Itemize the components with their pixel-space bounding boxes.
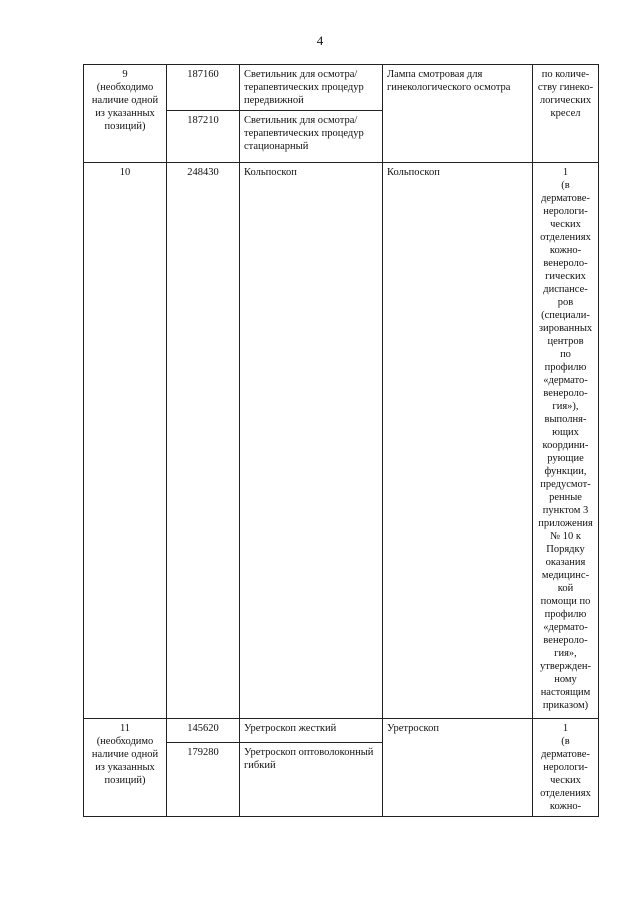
quantity-line: «дермато-: [543, 622, 588, 633]
page-number: 4: [316, 33, 324, 48]
code-cell: 179280: [167, 743, 240, 817]
quantity-line: кожно-: [549, 245, 582, 256]
quantity-line: нерологи-: [543, 762, 588, 773]
quantity-line: ческих: [550, 219, 581, 230]
quantity-line: дерматове-: [541, 749, 590, 760]
quantity-line: по: [560, 349, 571, 360]
quantity-line: ренные: [549, 492, 582, 503]
item-name-cell: Светильник для осмотра/терапевтических процедур стационарный: [240, 111, 383, 163]
quantity-line: профилю: [544, 362, 587, 373]
code-cell: 187210: [167, 111, 240, 163]
quantity-line: нерологи-: [543, 206, 588, 217]
item-name-cell: Уретроскоп оптоволоконный гибкий: [240, 743, 383, 817]
quantity-line: ров: [557, 297, 574, 308]
quantity-line: диспансе-: [543, 284, 588, 295]
code-cell: 145620: [167, 719, 240, 743]
quantity-line: предусмот-: [540, 479, 591, 490]
quantity-line: ющих: [552, 427, 579, 438]
quantity-line: 1: [562, 723, 569, 734]
table-row: [84, 163, 599, 719]
row-number-note: (необходимо наличие одной из указанных позиций): [91, 82, 159, 132]
quantity-line: оказания: [545, 557, 586, 568]
quantity-line: по количе-: [541, 69, 590, 80]
quantity-line: профилю: [544, 609, 587, 620]
equipment-table: [83, 64, 599, 817]
quantity-line: гических: [545, 271, 586, 282]
row-number: 11: [119, 723, 131, 734]
quantity-line: дерматове-: [541, 193, 590, 204]
quantity-line: ному: [554, 674, 577, 685]
quantity-line: пунктом 3: [542, 505, 589, 516]
quantity-line: № 10 к: [550, 531, 581, 542]
quantity-line: рующие: [547, 453, 584, 464]
quantity-line: приложения: [538, 518, 593, 529]
quantity-line: утвержден-: [539, 661, 592, 672]
item-name-cell: Светильник для осмотра/терапевтических процедур передвижной: [240, 65, 383, 111]
quantity-line: венероло-: [543, 388, 588, 399]
item-name-cell: Кольпоскоп: [240, 163, 383, 719]
quantity-line: (в: [561, 736, 570, 747]
quantity-line: отделениях: [540, 788, 591, 799]
quantity-line: отделениях: [540, 232, 591, 243]
equipment-cell: Кольпоскоп: [383, 163, 533, 719]
code-cell: 248430: [167, 163, 240, 719]
row-number-note: (необходимо наличие одной из указанных позиций): [91, 736, 159, 786]
quantity-line: кой: [557, 583, 574, 594]
quantity-line: центров: [547, 336, 584, 347]
quantity-line: Порядку: [546, 544, 585, 555]
quantity-line: кресел: [550, 108, 581, 119]
quantity-line: зированных: [538, 323, 593, 334]
quantity-line: приказом): [542, 700, 589, 711]
quantity-line: венероло-: [543, 258, 588, 269]
quantity-line: выполня-: [544, 414, 587, 425]
quantity-line: гия»,: [554, 648, 577, 659]
quantity-cell: [533, 163, 599, 719]
quantity-line: ческих: [550, 775, 581, 786]
row-number-cell: [84, 163, 167, 719]
table-row: [84, 719, 599, 743]
row-number-cell: [84, 65, 167, 163]
quantity-cell: [533, 719, 599, 817]
quantity-line: венероло-: [543, 635, 588, 646]
quantity-line: кожно-: [549, 801, 582, 812]
quantity-line: настоящим: [540, 687, 591, 698]
quantity-line: «дермато-: [543, 375, 588, 386]
quantity-line: гия»),: [552, 401, 579, 412]
table-row: [84, 65, 599, 111]
row-number: 10: [119, 167, 131, 178]
quantity-line: медицинс-: [541, 570, 590, 581]
row-number: 9: [122, 69, 128, 80]
quantity-line: (специали-: [541, 310, 590, 321]
quantity-line: (в: [561, 180, 570, 191]
quantity-line: ству гинеко-: [537, 82, 594, 93]
code-cell: 187160: [167, 65, 240, 111]
quantity-line: функции,: [544, 466, 587, 477]
quantity-cell: [533, 65, 599, 163]
item-name-cell: Уретроскоп жесткий: [240, 719, 383, 743]
quantity-line: 1: [562, 167, 569, 178]
equipment-cell: Уретроскоп: [383, 719, 533, 817]
quantity-line: логических: [539, 95, 592, 106]
row-number-cell: [84, 719, 167, 817]
equipment-cell: Лампа смотровая для гинекологического осмотра: [383, 65, 533, 163]
quantity-line: координи-: [542, 440, 589, 451]
quantity-line: помощи по: [540, 596, 591, 607]
